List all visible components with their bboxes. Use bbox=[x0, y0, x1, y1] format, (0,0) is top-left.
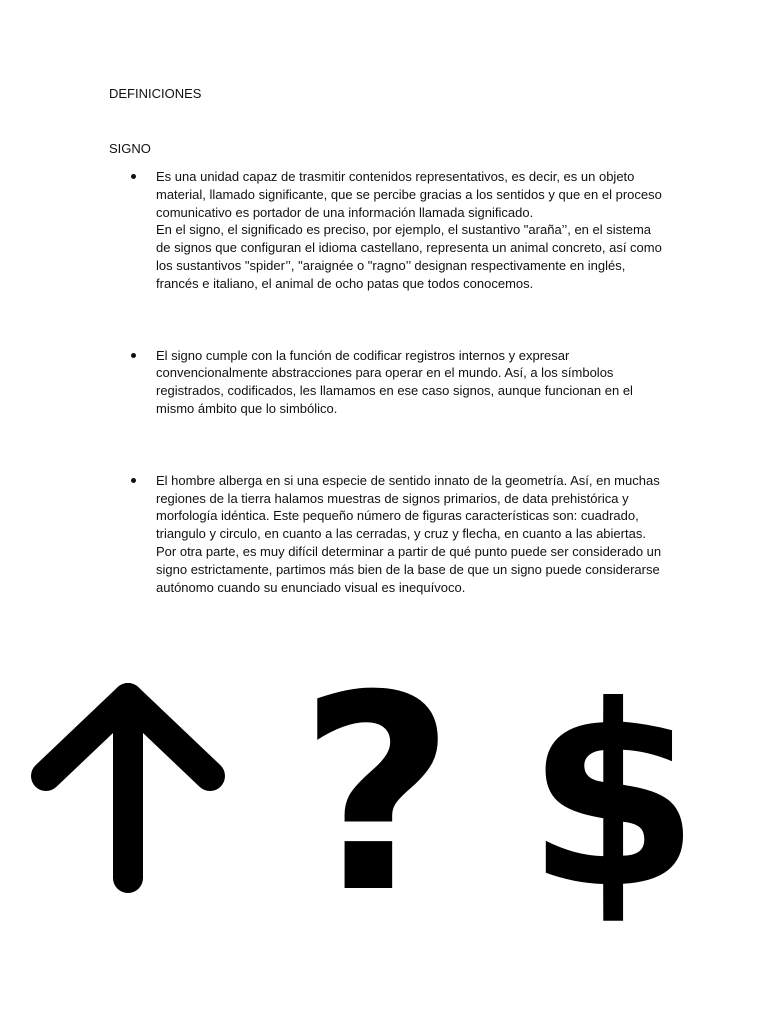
list-item bbox=[109, 472, 669, 597]
bullet-dot-icon bbox=[131, 353, 136, 358]
list-item bbox=[109, 347, 669, 418]
definition-list bbox=[109, 168, 669, 650]
bullet-paragraph: El signo cumple con la función de codificar registros internos y expresar convencionalmente abstracciones para operar en el mundo. Así, a los símbolos registrados, codificados, les llamamos en ese caso signos, aunque funcionan en el mismo ámbito que lo simbólico. bbox=[156, 347, 633, 416]
bullet-paragraph: El hombre alberga en si una especie de sentido innato de la geometría. Así, en muchas regiones de la tierra halamos muestras de signos primarios, de data prehistórica y morfología idéntica. Este pequeño número de figuras características son: cuadrado, triangulo y circulo, en cuanto a las cerradas, y cruz y flecha, en cuanto a las abiertas. Por otra parte, es muy difícil determinar a partir de qué punto puede ser considerado un signo estrictamente, partimos más bien de la base de que un signo puede considerarse autónomo cuando su enunciado visual es inequívoco. bbox=[156, 472, 662, 595]
dollar-sign-glyph: $ bbox=[526, 652, 700, 943]
bullet-paragraph: Es una unidad capaz de trasmitir contenidos representativos, es decir, es un objeto material, llamado significante, que se percibe gracias a los sentidos y que en el proceso comunicativo es portador de una información llamada significado. bbox=[156, 169, 662, 220]
arrow-up-icon bbox=[28, 678, 228, 893]
dollar-sign-icon bbox=[526, 652, 700, 943]
bullet-dot-icon bbox=[131, 174, 136, 179]
question-mark-icon bbox=[292, 637, 462, 952]
section-title: SIGNO bbox=[109, 141, 151, 156]
symbol-illustrations bbox=[0, 637, 768, 952]
page-title: DEFINICIONES bbox=[109, 86, 202, 101]
list-item bbox=[109, 168, 669, 293]
bullet-paragraph: En el signo, el significado es preciso, por ejemplo, el sustantivo "araña’’, en el sistema de signos que configuran el idioma castellano, representa un animal concreto, así como los sustantivos "spider’’, "araignée o "ragno’’ designan respectivamente en inglés, francés e italiano, el animal de ocho patas que todos conocemos. bbox=[156, 222, 662, 291]
question-mark-glyph: ? bbox=[298, 637, 456, 952]
bullet-dot-icon bbox=[131, 478, 136, 483]
